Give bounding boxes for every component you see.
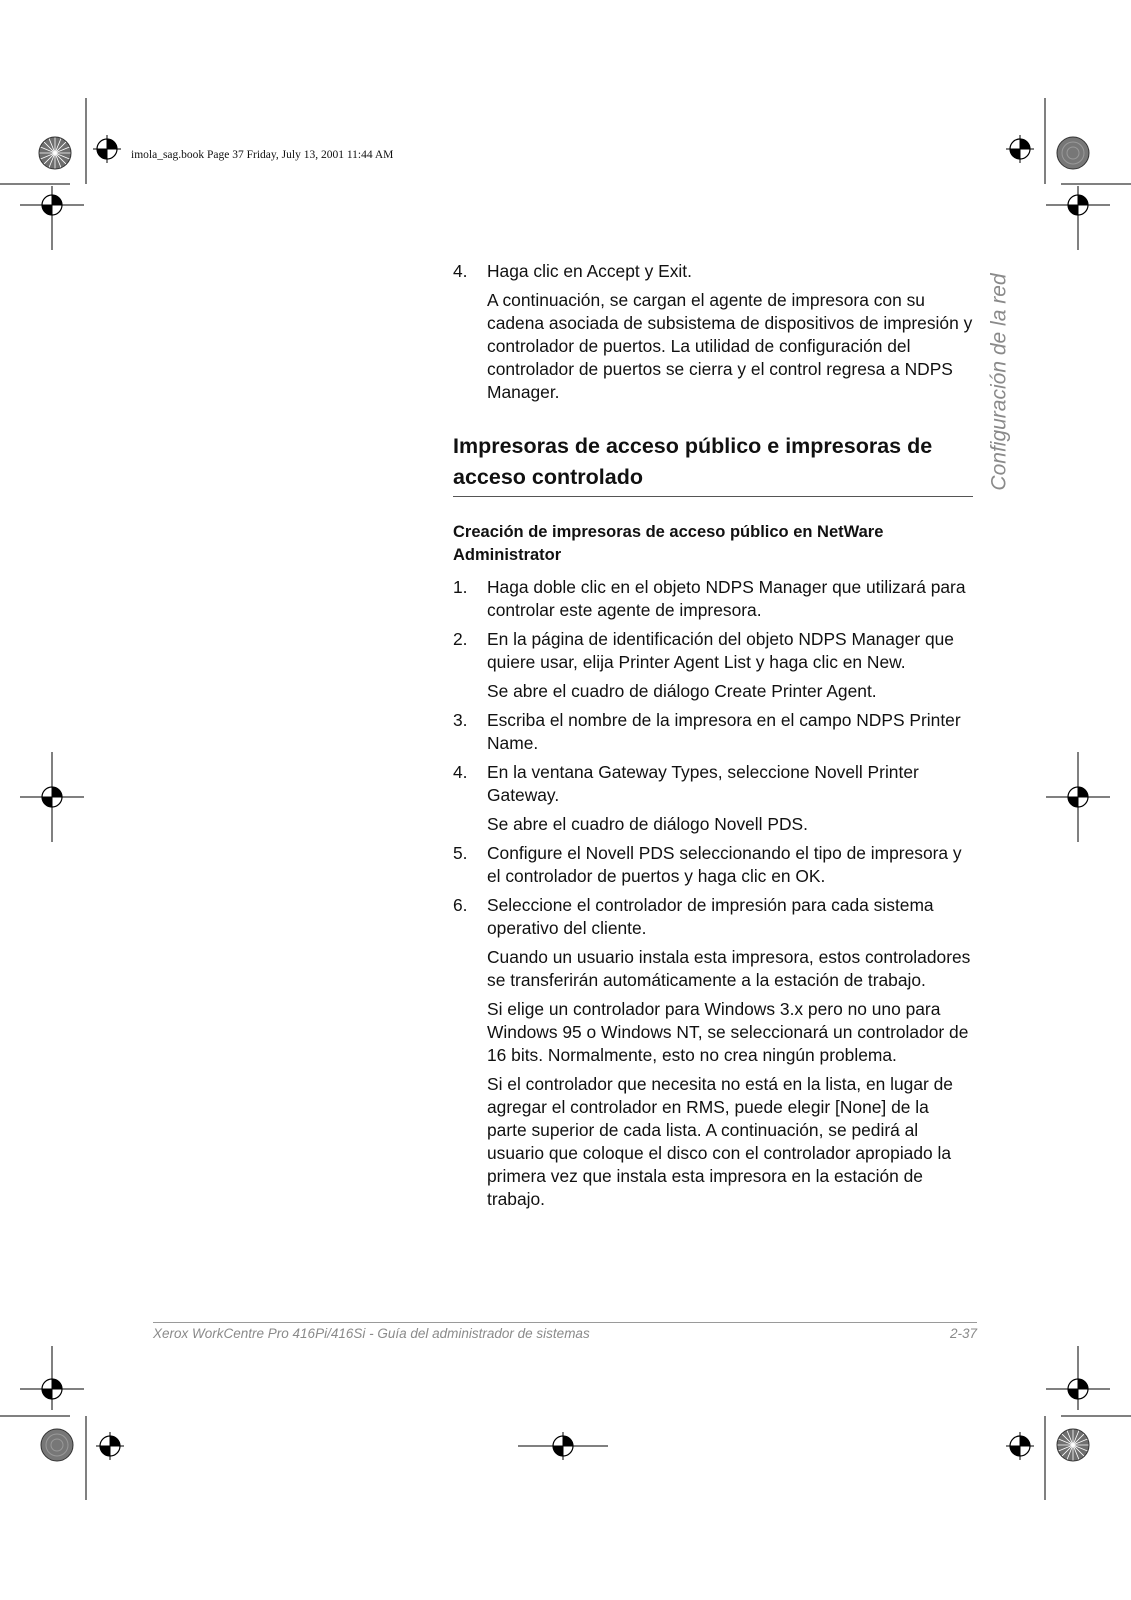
page-number: 2-37 — [949, 1326, 977, 1341]
step-number: 3. — [453, 710, 468, 730]
footer-title: Xerox WorkCentre Pro 416Pi/416Si - Guía del administrador de sistemas — [153, 1326, 590, 1341]
procedure-step — [453, 894, 973, 940]
step-number: 4. — [453, 261, 468, 281]
step-text: Haga doble clic en el objeto NDPS Manager que utilizará para controlar este agente de impresora. — [487, 577, 966, 620]
step-number: 1. — [453, 577, 468, 597]
step-number: 6. — [453, 895, 468, 915]
step-paragraph: A continuación, se cargan el agente de impresora con su cadena asociada de subsistema de dispositivos de impresión y controlador de puertos. La utilidad de configuración del controlador de puertos se cierra y el control regresa a NDPS Manager. — [487, 290, 973, 402]
step-paragraph: Se abre el cuadro de diálogo Create Printer Agent. — [487, 681, 877, 701]
step-paragraph: Cuando un usuario instala esta impresora, estos controladores se transferirán automáticamente a la estación de trabajo. — [487, 947, 971, 990]
step-text: En la página de identificación del objeto NDPS Manager que quiere usar, elija Printer Agent List y haga clic en New. — [487, 629, 954, 672]
chapter-side-tab — [980, 262, 1020, 502]
step-number: 4. — [453, 762, 468, 782]
section-subheading: Creación de impresoras de acceso público en NetWare Administrator — [453, 523, 884, 564]
procedure-step — [453, 709, 973, 755]
main-content — [453, 260, 973, 1217]
step-paragraph: Si el controlador que necesita no está en la lista, en lugar de agregar el controlador en RMS, puede elegir [None] de la parte superior de cada lista. A continuación, se pedirá al usuario que coloque el disco con el controlador apropiado la primera vez que instala esta impresora en la estación de trabajo. — [487, 1074, 953, 1209]
procedure-step — [453, 761, 973, 807]
step-text: En la ventana Gateway Types, seleccione Novell Printer Gateway. — [487, 762, 919, 805]
print-slug: imola_sag.book Page 37 Friday, July 13, 2001 11:44 AM — [131, 149, 394, 161]
step-paragraph: Si elige un controlador para Windows 3.x pero no uno para Windows 95 o Windows NT, se seleccionará un controlador de 16 bits. Normalmente, esto no crea ningún problema. — [487, 999, 969, 1065]
step-number: 2. — [453, 629, 468, 649]
chapter-side-tab-label: Configuración de la red — [988, 273, 1012, 491]
step-text: Configure el Novell PDS seleccionando el tipo de impresora y el controlador de puertos y haga clic en OK. — [487, 843, 962, 886]
procedure-step — [453, 842, 973, 888]
step-text: Haga clic en Accept y Exit. — [487, 261, 692, 281]
procedure-steps — [453, 576, 973, 1211]
step-text: Seleccione el controlador de impresión para cada sistema operativo del cliente. — [487, 895, 934, 938]
procedure-step — [453, 576, 973, 622]
section-heading: Impresoras de acceso público e impresoras de acceso controlado — [453, 431, 973, 497]
step-text: Escriba el nombre de la impresora en el campo NDPS Printer Name. — [487, 710, 961, 753]
footer-rule — [153, 1322, 977, 1323]
procedure-step — [453, 628, 973, 674]
intro-step — [453, 260, 973, 283]
step-paragraph: Se abre el cuadro de diálogo Novell PDS. — [487, 814, 808, 834]
step-number: 5. — [453, 843, 468, 863]
